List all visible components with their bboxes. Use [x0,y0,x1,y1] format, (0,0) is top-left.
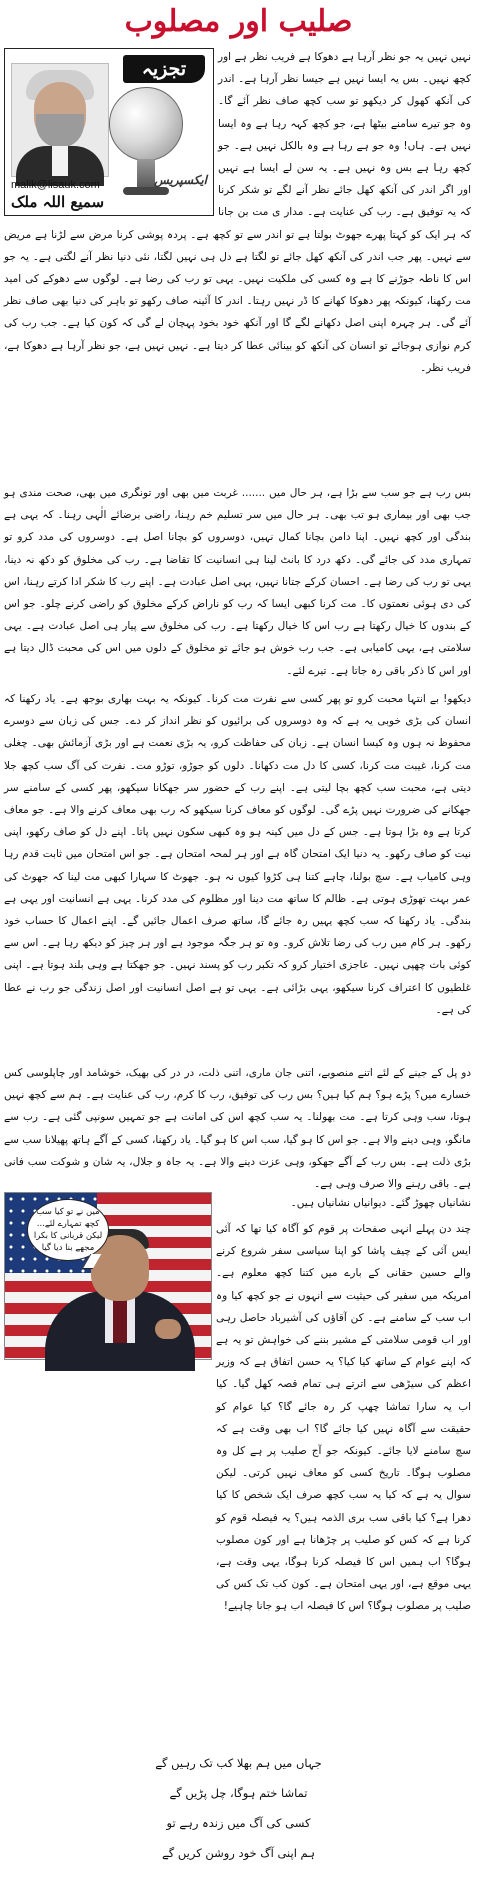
author-email[interactable]: malik@lisauk.com [11,179,100,191]
article-paragraph-8: چند دن پہلے انہی صفحات پر قوم کو آگاہ کیا تھا کہ آئی ایس آئی کے چیف پاشا کو اپنا سیاسی سفر شروع کرنے والے حسین حقانی کے بارے میں کتنا کچھ معلوم ہے۔ امریکہ میں سفیر کی حیثیت سے انہوں نے جو کچھ کیا وہ اب سب کے سامنے ہے۔ کن آقاؤں کی آشیرباد حاصل رہی اور اب قومی سلامتی کے مشیر بننے کی خواہش تو یہ ہے کہ اپنے عوام کے ساتھ کیا کیا؟ یہ حسن اتفاق ہے کہ وزیر اعظم کی سیڑھی سے اترتے ہی تمام قصہ کھل گیا۔ کیا اب یہ سارا تماشا چھپ کر رہ جائے گا؟ کیا عوام کو حقیقت سے آگاہ نہیں کیا جائے گا؟ اب بھی وقت ہے کہ سچ سامنے لایا جائے۔ کیونکہ جو آج صلیب پر ہے کل وہ مصلوب ہوگا۔ تاریخ کسی کو معاف نہیں کرتی۔ لیکن سوال یہ ہے کہ کیا یہ سب کچھ صرف ایک شخص کا کیا دھرا ہے؟ کیا باقی سب بری الذمہ ہیں؟ یہ فیصلہ قوم کو کرنا ہے کہ کس کو صلیب پر چڑھانا ہے اور کون مصلوب ہوگا؟ اب ہمیں اس کا فیصلہ کرنا ہوگا، یہی وقت ہے، یہی موقع ہے، اور یہی امتحان ہے۔ کون کب تک کس کی صلیب پر مصلوب ہوگا؟ اس کا فیصلہ اب ہو جانا چاہیے! [216,1223,471,1613]
author-name: سمیع اللہ ملک [11,193,105,211]
poem-line: تماشا ختم ہوگا، چل پڑیں گے [169,1786,308,1800]
publication-logo: ایکسپریس [154,173,207,187]
article-paragraph-1: نہیں نہیں یہ جو نظر آرہا ہے دھوکا ہے فریب نظر ہے اور کچھ نہیں۔ بس یہ ایسا نہیں ہے جیسا نظر آرہا ہے۔ اندر کی آنکھ کھول کر دیکھو تو سب کچھ صاف نظر آئے گا۔ وہ جو تیرے سامنے بیٹھا ہے، جو کچھ کہہ رہا ہے وہ ایسا نہیں ہے۔ ہاں! وہ جو ہے رہا ہے وہ بالکل نہیں ہے۔ جو کچھ رہا ہے بس وہ نہیں ہے۔ یہ سن لے ایسا ہے نہیں اور اگر اندر کی آنکھ کھل جائے نظر آنے لگے تو شکر کرنا کہ یہ توفیق ہے۔ رب کی عنایت ہے۔ مدار ی مت بن جانا کہ ہر ایک کو کہتا پھرے جھوٹ بولتا ہے تو اندر سے تو کچھ ہے۔ پردہ پوشی کرنا مرض سے لڑنا ہے مریض سے نہیں۔ پھر جب اندر کی آنکھ کھل جائے تو لگتا ہے دل ہی نہیں لگتا، نئی دنیا نظر آنے لگتی ہے۔ یہ جو اس کا ناطہ جوڑنے کا ہے وہ کسی کی ملکیت نہیں۔ یہی تو رب کی رضا ہے۔ لوگوں سے دھوکے کی امید مت رکھنا، کیونکہ پھر دھوکا کھانے کا ڈر نہیں رہتا۔ اندر کا آئینہ صاف رکھو تو باہر کی دنیا بھی صاف نظر آئے گی۔ ہر چہرہ اپنی اصل دکھانے لگے گا اور آنکھ خود بخود پہچان لے گی کہ کون کیا ہے۔ جب رب کی کرم نوازی ہوجائے تو انسان کی آنکھ کو بینائی عطا کر دیتا ہے۔ نہیں نہیں ہے، جو نظر آرہا ہے دھوکا ہے، فریب نظر۔ [4,51,471,374]
poem-line: جہاں میں ہم بھلا کب تک رہیں گے [155,1756,322,1770]
article-paragraph-7: نشانیاں چھوڑ گئے۔ دیوانیاں نشانیاں ہیں۔ [290,1197,471,1209]
article-paragraph-3: دیکھو! بے انتہا محبت کرو تو پھر کسی سے نفرت مت کرنا۔ کیونکہ یہ بہت بھاری بوجھ ہے۔ یاد رکھنا کہ انسان کی بڑی خوبی یہ ہے کہ وہ دوسروں کی برائیوں کو نظر انداز کر دے۔ جس کی زبان سے دوسرے محفوظ نہ ہوں وہ کیسا انسان ہے۔ زبان کی حفاظت کرو، یہ بڑی نعمت ہے اور بڑی آزمائش بھی۔ چغلی مت کرنا، غیبت مت کرنا، کسی کا دل مت دکھانا۔ دلوں کو جوڑو، توڑو مت۔ نفرت کی آگ سب کچھ جلا دیتی ہے، محبت سب کچھ بچا لیتی ہے۔ اپنے رب کے حضور سر جھکانا سیکھو، پھر کسی کے سامنے سر جھکانے کی ضرورت نہیں پڑے گی۔ لوگوں کو معاف کرنا سیکھو کہ رب بھی معاف کرنے والا ہے۔ جو معاف کرتا ہے وہ بڑا ہوتا ہے۔ جس کے دل میں کینہ ہو وہ کبھی سکون نہیں پاتا۔ اپنے دل کو صاف رکھو، اپنی نیت کو صاف رکھو۔ یہ دنیا ایک امتحان گاہ ہے اور ہر لمحہ امتحان ہے۔ جو اس امتحان میں ثابت قدم رہا وہی کامیاب ہے۔ سچ بولنا، چاہے کتنا ہی کڑوا کیوں نہ ہو۔ جھوٹ کا سہارا کبھی مت لینا کہ جھوٹ کی عمر بہت تھوڑی ہوتی ہے۔ ظالم کا ساتھ مت دینا اور مظلوم کی مدد کرنا۔ یہی ہے انسانیت اور یہی ہے بندگی۔ یاد رکھنا کہ سب کچھ یہیں رہ جائے گا، ساتھ صرف اعمال جائیں گے۔ اپنے اعمال کا حساب خود رکھو۔ ہر کام میں رب کی رضا تلاش کرو۔ وہ تو ہر جگہ موجود ہے اور ہر چیز کو دیکھ رہا ہے۔ اس سے کوئی بات چھپی نہیں۔ عاجزی اختیار کرو کہ تکبر رب کو پسند نہیں۔ جو جھکتا ہے وہی بلند ہوتا ہے۔ اپنی غلطیوں کا اعتراف کرنا سیکھو، یہی بڑائی ہے۔ یہی تو ہے اصل انسانیت اور اصل زندگی جو رب نے عطا کی ہے۔ [4,693,471,1016]
closing-poem [0,1748,477,1868]
poem-line: ہم اپنی آگ خود روشن کریں گے [162,1846,315,1860]
column-name-tag: تجزیہ [123,55,205,83]
article-headline: صلیب اور مصلوب [124,4,353,39]
article-paragraph-4: دو پل کے جینے کے لئے اتنے منصوبے، اتنی جان ماری، اتنی ذلت، در در کی بھیک، خوشامد اور چاپلوسی کس خسارے میں؟ پڑے ہو؟ ہم کیا ہیں؟ بس رب کی توفیق، رب کا کرم، رب کی عنایت ہے۔ ہم سے کچھ نہیں ہوتا، سب وہی کرتا ہے۔ مت بھولنا۔ یہ سب کچھ اس کی امانت ہے جو تمہیں سونپی گئی ہے۔ رب سے مانگو، وہی دینے والا ہے۔ جو اس کا ہو گیا، سب اس کا ہو گیا۔ یاد رکھنا، کسی کے آگے ہاتھ پھیلانا سب سے بڑی ذلت ہے۔ بس رب کے آگے جھکو، وہی عزت دینے والا ہے۔ یہ جاہ و جلال، یہ شان و شوکت سب فانی ہے۔ باقی رہنے والا صرف وہی ہے۔ [4,1067,471,1191]
photo-speech-bubble: میں نے تو کیا سب کچھ تمہارے لئے... لیکن قربانی کا بکرا مجھے بنا دیا گیا [27,1199,109,1261]
article-paragraph-2: بس رب ہے جو سب سے بڑا ہے، ہر حال میں ....... غربت میں بھی اور تونگری میں بھی، صحت مندی ہو جب بھی اور بیماری ہو تب بھی۔ ہر حال میں سر تسلیم خم رہنا، راضی برضائے الٰہی رہنا۔ کہ یہی ہے بندگی اور کچھ نہیں۔ اپنا دامن بچانا کمال نہیں، دوسروں کو بچانا اصل ہے۔ دوسروں کی مدد کرو تو تمہاری مدد کی جائے گی۔ دکھ درد کا بانٹ لینا ہی انسانیت کا تقاضا ہے۔ رب کی مخلوق کو دکھ نہ دینا، یہی تو رب کی رضا ہے۔ احسان کرکے جتانا نہیں، یہی اصل عبادت ہے۔ اپنے رب کا شکر ادا کرتے رہنا، اس کی دی ہوئی نعمتوں کا۔ مت کرنا کبھی ایسا کہ رب کو ناراض کرکے مخلوق کو راضی کرنے چلو۔ جو اس کے بندوں کا خیال رکھتا ہے رب اس کا خیال رکھتا ہے۔ رب کی مخلوق سے پیار ہی اصل عبادت ہے۔ یہی سلامتی ہے، یہی کامیابی ہے۔ جب رب خوش ہو جائے تو مخلوق کے دلوں میں اس کی محبت ڈال دیتا ہے اور اس کا ذکر باقی رہ جاتا ہے۔ تیرے لئے۔ [4,487,471,677]
poem-line: کسی کی آگ میں زندہ رہے تو [166,1816,311,1830]
news-photo [4,1192,212,1360]
